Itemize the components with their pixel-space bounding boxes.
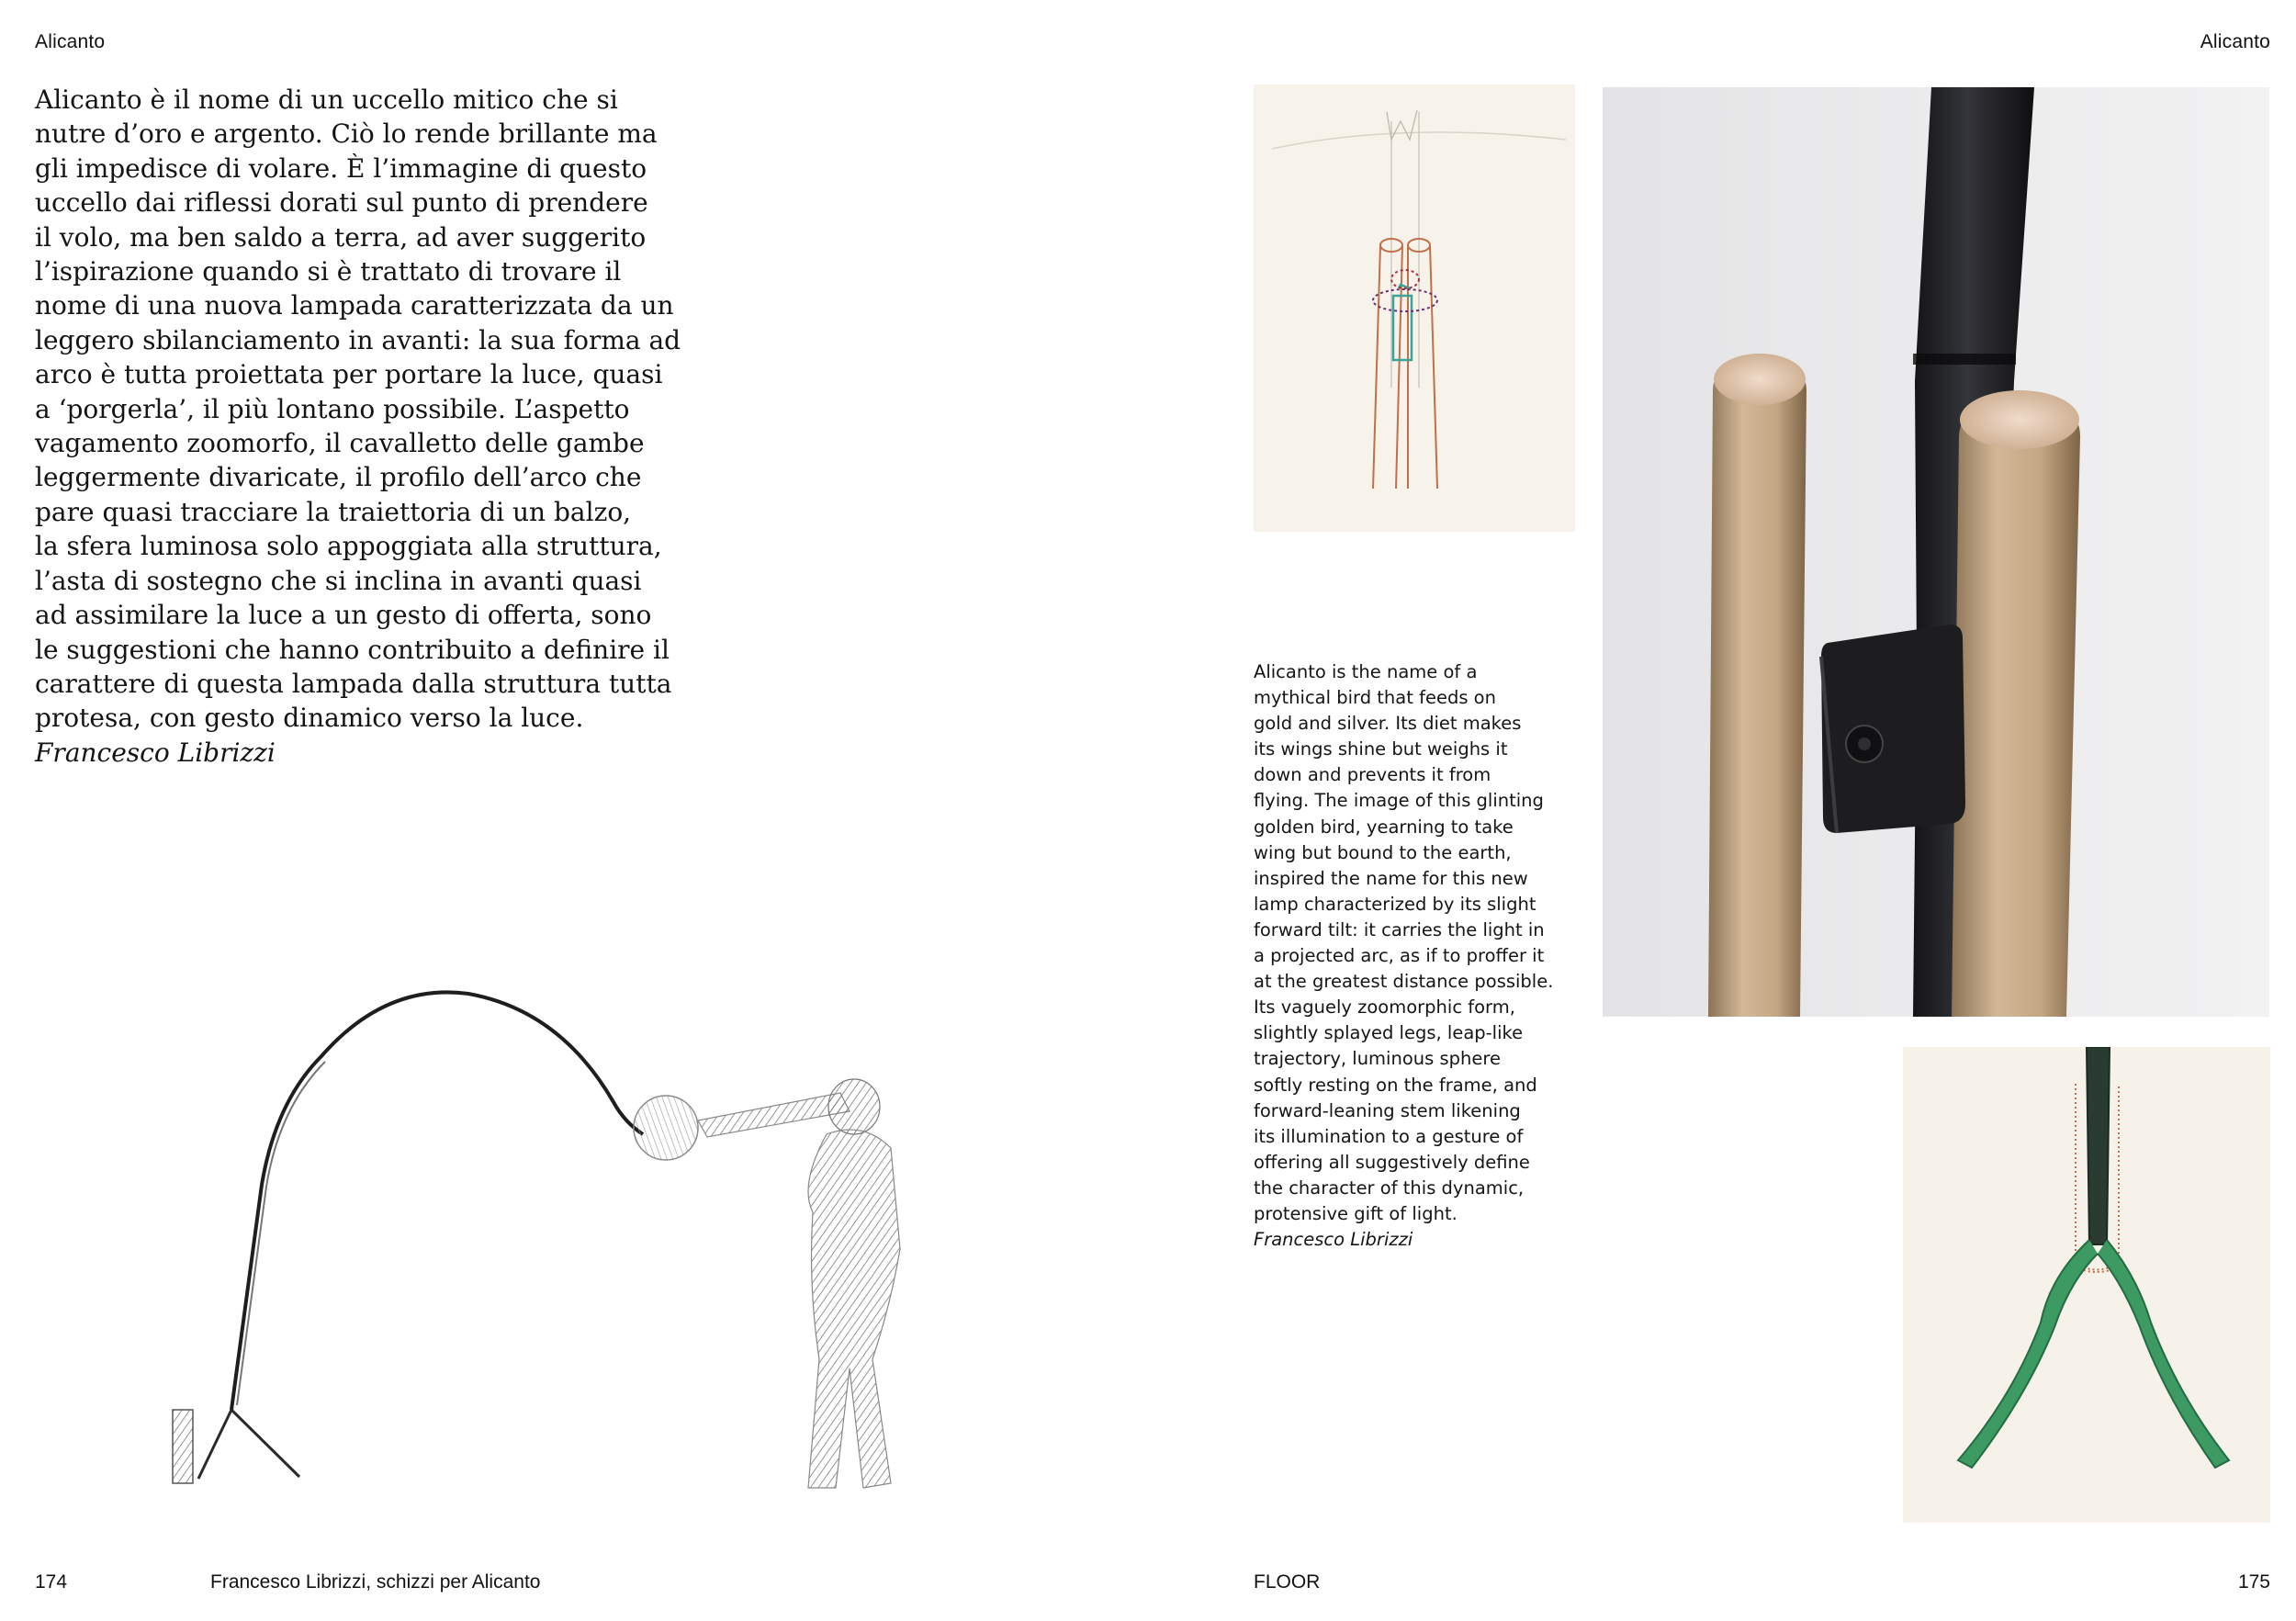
legs-sketch-image (1903, 1047, 2270, 1523)
italian-author: Francesco Librizzi (35, 737, 276, 768)
human-figure-sketch (698, 1079, 900, 1488)
arc-lamp-sketch (165, 974, 928, 1497)
lamp-sphere (634, 1096, 698, 1160)
lamp-arc-stem (231, 992, 643, 1410)
italian-body-text (35, 83, 696, 770)
connector-block (1821, 625, 1965, 833)
connector-sketch-image (1254, 84, 1575, 532)
section-label: FLOOR (1254, 1571, 1321, 1593)
english-body-text (1254, 659, 1584, 1253)
gold-leg-left (1708, 361, 1806, 1017)
page-number-left: 174 (35, 1571, 68, 1593)
lamp-base-block (173, 1410, 193, 1483)
sketch-caption: Francesco Librizzi, schizzi per Alicanto (210, 1571, 541, 1593)
page-number-right: 175 (2237, 1571, 2270, 1593)
english-paragraph: Alicanto is the name of a mythical bird that feeds on gold and silver. Its diet makes its wings shine but weighs it down and prevents it from flying. The image of this glinting golden bird, yearning to take wing but bound to the earth, inspired the name for this new lamp characterized by its slight forward tilt: it carries the light in a projected arc, as if to proffer it at the greatest distance possible. Its vaguely zoomorphic form, slightly splayed legs, leap-like trajectory, luminous sphere softly resting on the frame, and forward-leaning stem likening its illumination to a gesture of offering all suggestively define the character of this dynamic, protensive gift of light. (1254, 661, 1554, 1224)
lamp-legs (198, 1410, 299, 1479)
english-author: Francesco Librizzi (1254, 1229, 1413, 1251)
italian-paragraph: Alicanto è il nome di un uccello mitico che si nutre d’oro e argento. Ciò lo rende brillante ma gli impedisce di volare. È l’immagine di questo uccello dai riflessi dorati sul punto di prendere il volo, ma ben saldo a terra, ad aver suggerito l’ispirazione quando si è trattato di trovare il nome di una nuova lampada caratterizzata da un leggero sbilanciamento in avanti: la sua forma ad arco è tutta proiettata per portare la luce, quasi a ‘porgerla’, il più lontano possibile. L’aspetto vagamento zoomorfo, il cavalletto delle gambe leggermente divaricate, il profilo dell’arco che pare quasi tracciare la traiettoria di un balzo, la sfera luminosa solo appoggiata alla struttura, l’asta di sostegno che si inclina in avanti quasi ad assimilare la luce a un gesto di offerta, sono le suggestioni che hanno contribuito a definire il carattere di questa lampada dalla struttura tutta protesa, con gesto dinamico verso la luce. (35, 84, 681, 734)
running-head-right: Alicanto (2200, 31, 2270, 52)
gold-leg-right (1952, 398, 2080, 1017)
running-head-left: Alicanto (35, 31, 106, 52)
lamp-detail-photo (1603, 87, 2269, 1017)
